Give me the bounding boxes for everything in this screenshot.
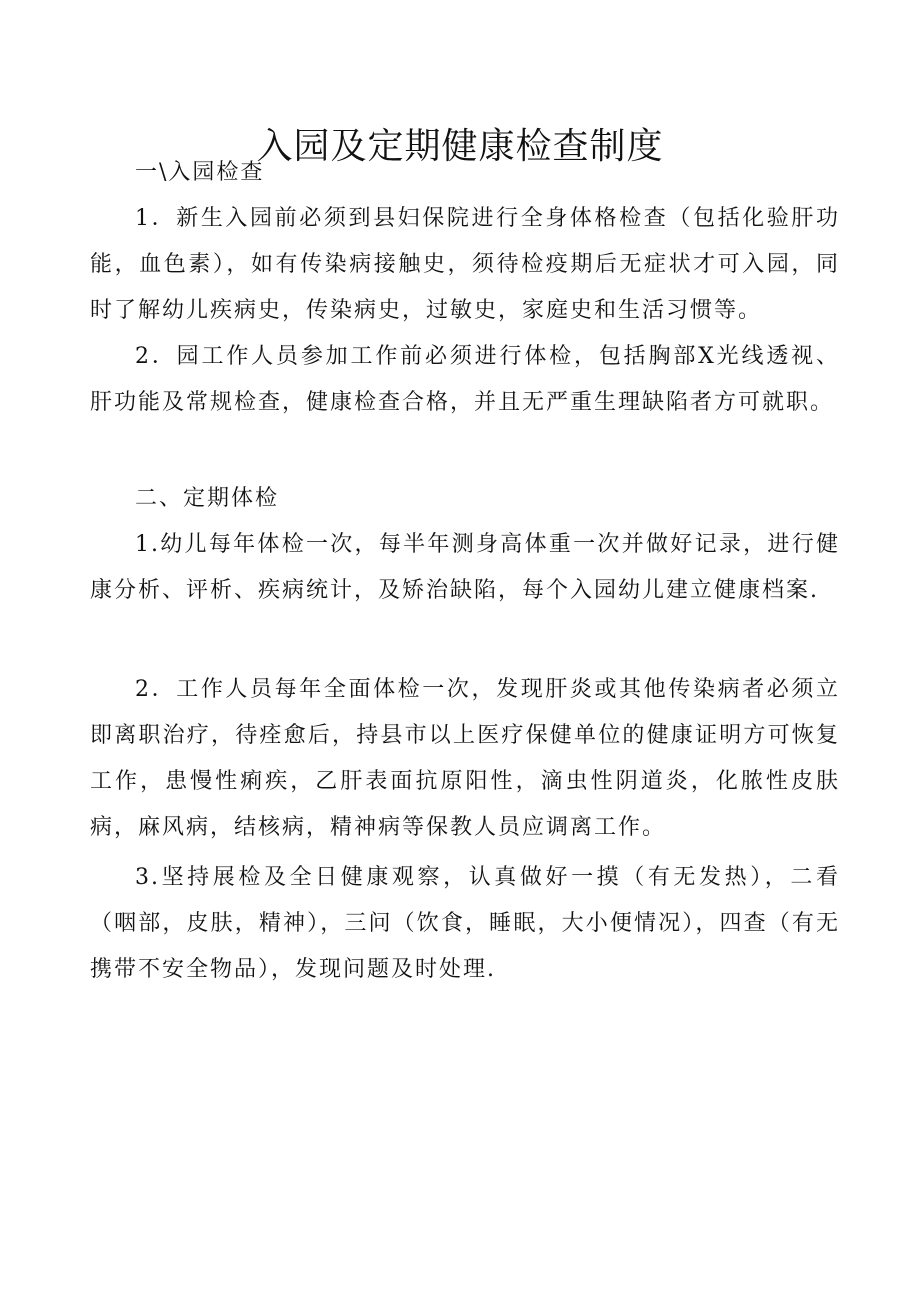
paragraph-child-annual-checkup: 1.幼儿每年体检一次，每半年测身高体重一次并做好记录，进行健康分析、评析、疾病统计，及矫治缺陷，每个入园幼儿建立健康档案.: [90, 532, 840, 603]
section-heading-admission-check: 一\入园检查: [135, 160, 265, 185]
section-heading-regular-checkup: 二、定期体检: [135, 486, 280, 511]
document-title: 入园及定期健康检查制度: [256, 126, 664, 168]
paragraph-staff-preemployment: 2．园工作人员参加工作前必须进行体检，包括胸部X光线透视、肝功能及常规检查，健康检查合格，并且无严重生理缺陷者方可就职。: [90, 344, 840, 415]
paragraph-staff-annual-checkup: 2．工作人员每年全面体检一次，发现肝炎或其他传染病者必须立即离职治疗，待痊愈后，持县市以上医疗保健单位的健康证明方可恢复工作，患慢性痢疾，乙肝表面抗原阳性，滴虫性阴道炎，化脓性皮肤病，麻风病，结核病，精神病等保教人员应调离工作。: [90, 677, 840, 840]
paragraph-newborn-admission: 1．新生入园前必须到县妇保院进行全身体格检查（包括化验肝功能，血色素），如有传染病接触史，须待检疫期后无症状才可入园，同时了解幼儿疾病史，传染病史，过敏史，家庭史和生活习惯等。: [90, 206, 840, 323]
paragraph-daily-health-observation: 3.坚持展检及全日健康观察，认真做好一摸（有无发热），二看（咽部，皮肤，精神），三问（饮食，睡眠，大小便情况），四查（有无携带不安全物品），发现问题及时处理.: [90, 865, 840, 982]
